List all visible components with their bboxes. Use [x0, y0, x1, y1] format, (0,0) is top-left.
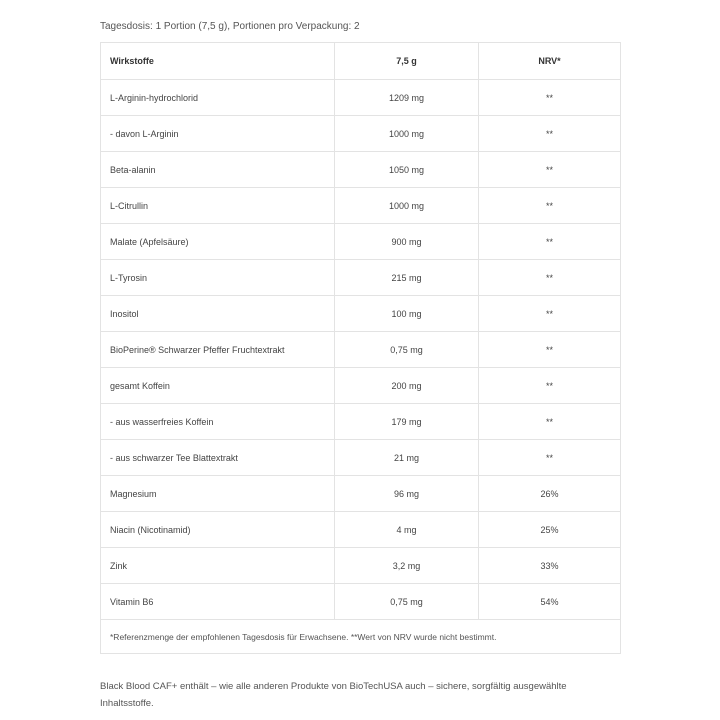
ingredient-cell: Niacin (Nicotinamid)	[101, 512, 335, 548]
table-row	[101, 548, 621, 584]
header-nrv: NRV*	[479, 43, 621, 80]
table-row	[101, 368, 621, 404]
nrv-cell: **	[479, 152, 621, 188]
nrv-cell: **	[479, 116, 621, 152]
ingredient-cell: - aus schwarzer Tee Blattextrakt	[101, 440, 335, 476]
amount-cell: 1209 mg	[335, 80, 479, 116]
table-header-row	[101, 43, 621, 80]
ingredient-cell: L-Citrullin	[101, 188, 335, 224]
ingredient-cell: Beta-alanin	[101, 152, 335, 188]
amount-cell: 96 mg	[335, 476, 479, 512]
nrv-cell: **	[479, 440, 621, 476]
ingredient-cell: Magnesium	[101, 476, 335, 512]
ingredient-cell: - davon L-Arginin	[101, 116, 335, 152]
amount-cell: 900 mg	[335, 224, 479, 260]
amount-cell: 179 mg	[335, 404, 479, 440]
nutrition-table	[100, 42, 621, 654]
table-row	[101, 80, 621, 116]
amount-cell: 4 mg	[335, 512, 479, 548]
ingredient-cell: BioPerine® Schwarzer Pfeffer Fruchtextrakt	[101, 332, 335, 368]
nrv-cell: **	[479, 404, 621, 440]
amount-cell: 21 mg	[335, 440, 479, 476]
header-amount: 7,5 g	[335, 43, 479, 80]
table-row	[101, 512, 621, 548]
ingredient-cell: Zink	[101, 548, 335, 584]
nrv-cell: **	[479, 260, 621, 296]
table-row	[101, 584, 621, 620]
table-row	[101, 152, 621, 188]
table-row	[101, 224, 621, 260]
header-ingredients: Wirkstoffe	[101, 43, 335, 80]
amount-cell: 0,75 mg	[335, 332, 479, 368]
amount-cell: 200 mg	[335, 368, 479, 404]
amount-cell: 0,75 mg	[335, 584, 479, 620]
amount-cell: 1000 mg	[335, 188, 479, 224]
amount-cell: 1050 mg	[335, 152, 479, 188]
table-row	[101, 296, 621, 332]
nrv-cell: 54%	[479, 584, 621, 620]
serving-info: Tagesdosis: 1 Portion (7,5 g), Portionen pro Verpackung: 2	[100, 21, 360, 32]
ingredient-cell: gesamt Koffein	[101, 368, 335, 404]
table-row	[101, 332, 621, 368]
ingredient-cell: L-Arginin-hydrochlorid	[101, 80, 335, 116]
nrv-cell: **	[479, 80, 621, 116]
table-row	[101, 440, 621, 476]
nrv-cell: 33%	[479, 548, 621, 584]
nrv-cell: **	[479, 296, 621, 332]
table-row	[101, 260, 621, 296]
nrv-cell: **	[479, 332, 621, 368]
table-row	[101, 116, 621, 152]
amount-cell: 3,2 mg	[335, 548, 479, 584]
nrv-cell: **	[479, 368, 621, 404]
table-row	[101, 476, 621, 512]
ingredient-cell: - aus wasserfreies Koffein	[101, 404, 335, 440]
amount-cell: 1000 mg	[335, 116, 479, 152]
nrv-cell: 25%	[479, 512, 621, 548]
nrv-cell: 26%	[479, 476, 621, 512]
ingredient-cell: Vitamin B6	[101, 584, 335, 620]
ingredient-cell: L-Tyrosin	[101, 260, 335, 296]
amount-cell: 215 mg	[335, 260, 479, 296]
nrv-cell: **	[479, 188, 621, 224]
ingredient-cell: Inositol	[101, 296, 335, 332]
amount-cell: 100 mg	[335, 296, 479, 332]
footnote-row	[101, 620, 621, 654]
table-footnote: *Referenzmenge der empfohlenen Tagesdosis für Erwachsene. **Wert von NRV wurde nicht bestimmt.	[101, 620, 621, 654]
table-row	[101, 404, 621, 440]
table-row	[101, 188, 621, 224]
nrv-cell: **	[479, 224, 621, 260]
product-info-text: Black Blood CAF+ enthält – wie alle anderen Produkte von BioTechUSA auch – sichere, sorgfältig ausgewählte Inhaltsstoffe.	[100, 681, 567, 709]
ingredient-cell: Malate (Apfelsäure)	[101, 224, 335, 260]
